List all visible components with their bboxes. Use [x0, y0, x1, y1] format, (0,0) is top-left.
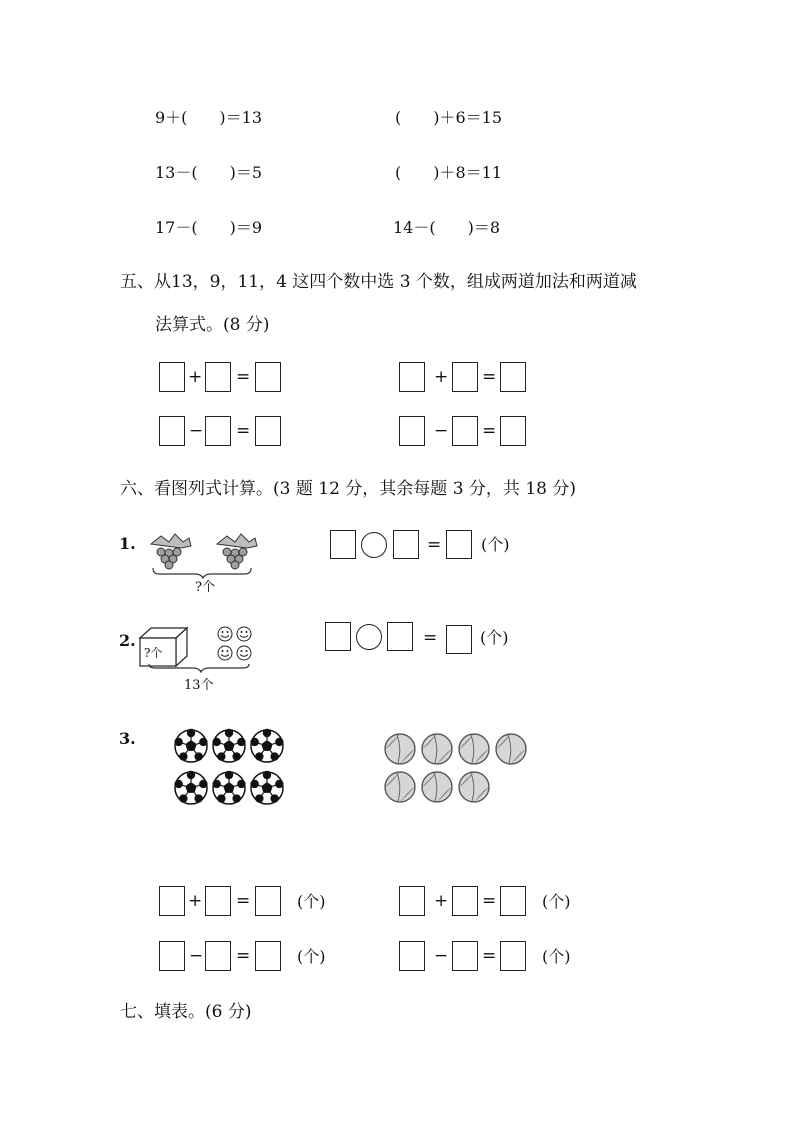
equals-sign: =	[236, 421, 251, 441]
plus-sign: +	[188, 367, 203, 387]
answer-box[interactable]	[500, 362, 526, 392]
answer-box[interactable]	[446, 625, 472, 654]
soccer-ball-icon	[250, 729, 283, 762]
answer-box[interactable]	[205, 416, 231, 446]
answer-box[interactable]	[159, 886, 185, 916]
beach-ball-icon	[385, 734, 415, 764]
equals-sign: =	[482, 946, 497, 966]
beach-ball-icon	[496, 734, 526, 764]
unit-label: (个)	[480, 628, 509, 647]
equals-sign: =	[236, 367, 251, 387]
answer-box[interactable]	[205, 886, 231, 916]
answer-box[interactable]	[205, 362, 231, 392]
equals-sign: =	[482, 421, 497, 441]
smiley-icon	[237, 646, 251, 660]
grapes-illustration	[145, 528, 275, 578]
answer-box[interactable]	[399, 941, 425, 971]
plus-sign: +	[434, 367, 449, 387]
soccer-ball-icon	[174, 729, 207, 762]
unit-label: (个)	[297, 892, 326, 911]
equation-2[interactable]: ( )＋6＝15	[395, 108, 503, 127]
smiley-faces	[217, 626, 257, 666]
operator-circle[interactable]	[356, 624, 382, 650]
beach-ball-icon	[459, 734, 489, 764]
soccer-ball-icon	[250, 771, 283, 804]
answer-box[interactable]	[330, 530, 356, 559]
equation-4[interactable]: ( )＋8＝11	[395, 163, 503, 182]
brace-icon	[153, 568, 251, 578]
soccer-ball-icon	[212, 729, 245, 762]
equation-1[interactable]: 9＋( )＝13	[155, 108, 263, 127]
beach-ball-icon	[422, 734, 452, 764]
answer-box[interactable]	[205, 941, 231, 971]
smiley-icon	[237, 627, 251, 641]
equals-sign: =	[236, 891, 251, 911]
section-5-title-cont: 法算式。(8 分)	[155, 315, 270, 335]
equation-3[interactable]: 13－( )＝5	[155, 163, 263, 182]
answer-box[interactable]	[500, 416, 526, 446]
equals-sign: =	[482, 367, 497, 387]
section-6-title: 六、看图列式计算。(3 题 12 分，其余每题 3 分，共 18 分)	[120, 479, 576, 499]
minus-sign: −	[189, 946, 204, 966]
answer-box[interactable]	[255, 941, 281, 971]
soccer-balls	[174, 728, 294, 808]
beach-ball-icon	[422, 772, 452, 802]
answer-box[interactable]	[399, 416, 425, 446]
box-label: ?个	[144, 646, 163, 660]
beach-ball-icon	[459, 772, 489, 802]
answer-box[interactable]	[255, 416, 281, 446]
question-1-number: 1.	[119, 534, 136, 553]
answer-box[interactable]	[500, 941, 526, 971]
answer-box[interactable]	[159, 416, 185, 446]
brace-label: ?个	[195, 580, 215, 595]
answer-box[interactable]	[159, 362, 185, 392]
question-3-number: 3.	[119, 729, 136, 748]
answer-box[interactable]	[452, 362, 478, 392]
answer-box[interactable]	[325, 622, 351, 651]
unit-label: (个)	[542, 947, 571, 966]
equation-5[interactable]: 17－( )＝9	[155, 218, 263, 237]
answer-box[interactable]	[255, 362, 281, 392]
minus-sign: −	[434, 946, 449, 966]
equals-sign: =	[236, 946, 251, 966]
answer-box[interactable]	[387, 622, 413, 651]
answer-box[interactable]	[452, 886, 478, 916]
beach-ball-icon	[385, 772, 415, 802]
minus-sign: −	[434, 421, 449, 441]
minus-sign: −	[189, 421, 204, 441]
plus-sign: +	[188, 891, 203, 911]
brace-label: 13个	[184, 678, 214, 693]
unit-label: (个)	[297, 947, 326, 966]
grape-bunch-icon	[151, 534, 191, 569]
smiley-icon	[218, 627, 232, 641]
grape-bunch-icon	[217, 534, 257, 569]
unit-label: (个)	[542, 892, 571, 911]
answer-box[interactable]	[255, 886, 281, 916]
answer-box[interactable]	[159, 941, 185, 971]
equals-sign: =	[482, 891, 497, 911]
equals-sign: =	[427, 535, 442, 555]
answer-box[interactable]	[500, 886, 526, 916]
answer-box[interactable]	[446, 530, 472, 559]
question-2-number: 2.	[119, 631, 136, 650]
operator-circle[interactable]	[361, 532, 387, 558]
answer-box[interactable]	[399, 886, 425, 916]
soccer-ball-icon	[212, 771, 245, 804]
answer-box[interactable]	[393, 530, 419, 559]
unit-label: (个)	[481, 535, 510, 554]
equation-6[interactable]: 14－( )＝8	[393, 218, 501, 237]
answer-box[interactable]	[399, 362, 425, 392]
smiley-icon	[218, 646, 232, 660]
beach-balls	[383, 732, 533, 812]
soccer-ball-icon	[174, 771, 207, 804]
section-5-title: 五、从13，9，11，4 这四个数中选 3 个数，组成两道加法和两道减	[120, 272, 637, 292]
answer-box[interactable]	[452, 941, 478, 971]
section-7-title: 七、填表。(6 分)	[120, 1002, 252, 1022]
answer-box[interactable]	[452, 416, 478, 446]
equals-sign: =	[423, 628, 438, 648]
plus-sign: +	[434, 891, 449, 911]
